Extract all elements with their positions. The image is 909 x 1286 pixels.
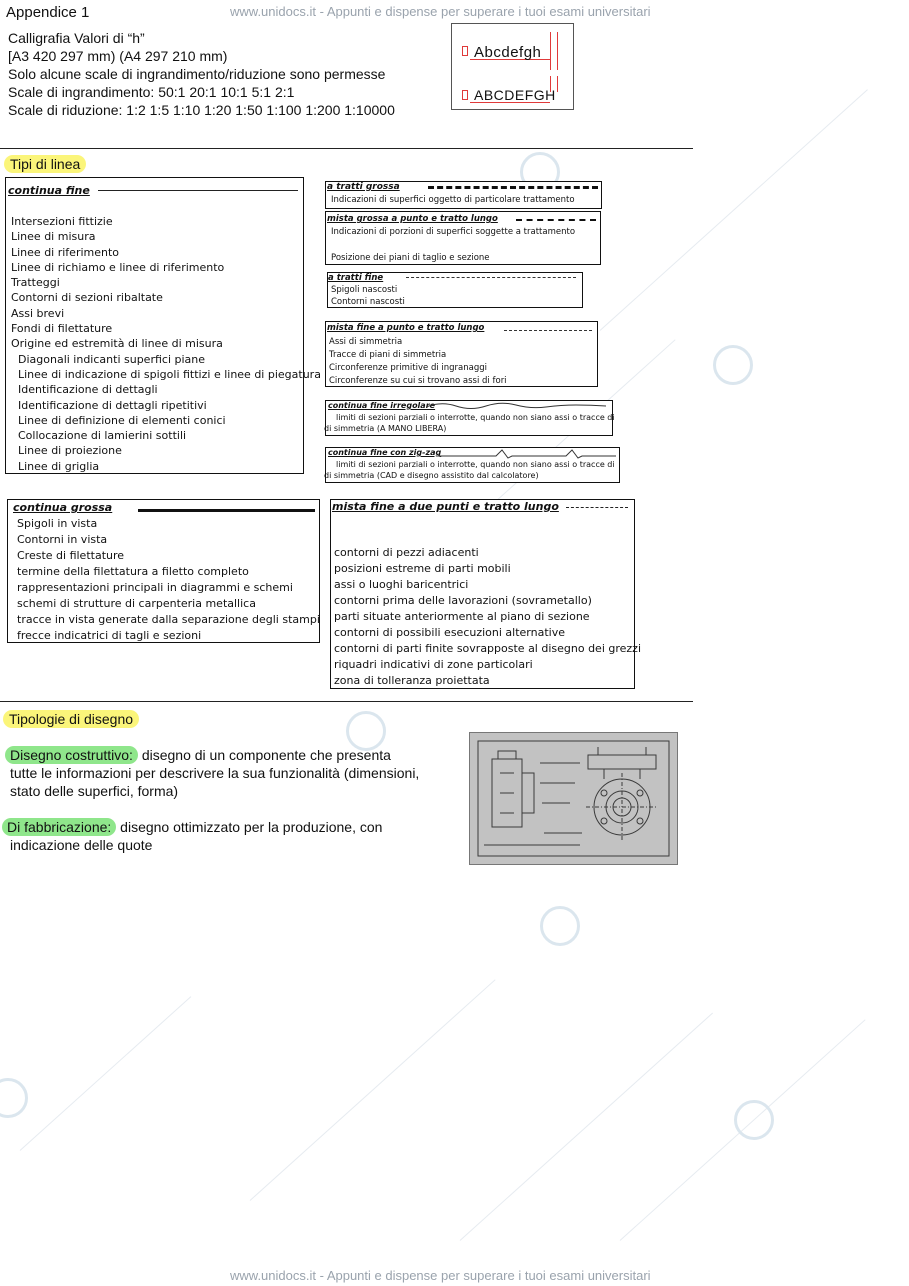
intro-line: Calligrafia Valori di “h”: [8, 30, 145, 46]
header-watermark: www.unidocs.it - Appunti e dispense per superare i tuoi esami universitari: [230, 4, 651, 19]
list-item: posizioni estreme di parti mobili: [334, 562, 511, 575]
watermark-logo-icon: [540, 906, 580, 946]
list-item: Tratteggi: [11, 276, 60, 290]
item-list: [17, 516, 320, 644]
technical-drawing-image: [469, 732, 678, 865]
box-title: mista fine a punto e tratto lungo: [327, 323, 485, 333]
box-due-punti: [330, 499, 642, 689]
list-item: di simmetria (CAD e disegno assistito dal calcolatore): [324, 471, 539, 480]
list-item: Contorni nascosti: [331, 297, 405, 307]
box-tratti-grossa: [325, 181, 602, 209]
box-mista-grossa: [325, 211, 601, 265]
list-item: Circonferenze primitive di ingranaggi: [329, 363, 488, 373]
box-title: mista grossa a punto e tratto lungo: [327, 214, 498, 224]
list-item: Assi brevi: [11, 306, 65, 320]
list-item: Contorni di sezioni ribaltate: [11, 291, 163, 305]
box-mista-fine: [325, 321, 598, 387]
list-item: Linee di griglia: [18, 459, 100, 473]
list-item: Indicazioni di porzioni di superfici soggette a trattamento: [331, 227, 576, 237]
watermark-logo-icon: [734, 1100, 774, 1140]
divider: [0, 148, 693, 149]
list-item: limiti di sezioni parziali o interrotte, quando non siano assi o tracce di: [336, 413, 615, 422]
list-item: Assi di simmetria: [329, 337, 403, 347]
footer-watermark: www.unidocs.it - Appunti e dispense per superare i tuoi esami universitari: [230, 1268, 651, 1283]
line-sample: [138, 509, 315, 512]
list-item: Linee di richiamo e linee di riferimento: [11, 260, 225, 274]
intro-block: [8, 29, 395, 119]
watermark-logo-icon: [346, 711, 386, 751]
list-item: Contorni in vista: [17, 533, 108, 546]
section-heading-drawing-types: [3, 711, 139, 727]
page-title: Appendice 1: [6, 4, 90, 21]
list-item: Creste di filettature: [17, 549, 125, 562]
list-item: Origine ed estremità di linee di misura: [11, 337, 223, 351]
list-item: termine della filettatura a filetto completo: [17, 565, 249, 578]
section-label: Tipi di linea: [4, 155, 86, 173]
description-text: stato delle superfici, forma): [10, 783, 179, 799]
list-item: Posizione dei piani di taglio e sezione: [331, 253, 490, 263]
list-item: riquadri indicativi di zone particolari: [334, 658, 533, 671]
list-item: Identificazione di dettagli: [18, 383, 158, 397]
box-title: a tratti fine: [328, 273, 384, 283]
watermark-logo-icon: [713, 345, 753, 385]
term-highlight: Disegno costruttivo:: [5, 746, 138, 764]
line-sample: [516, 219, 596, 221]
description-text: tutte le informazioni per descrivere la sua funzionalità (dimensioni,: [10, 765, 420, 781]
list-item: schemi di strutture di carpenteria metallica: [17, 597, 256, 610]
box-title: continua grossa: [13, 501, 113, 514]
line-sample: [504, 330, 592, 331]
box-title: continua fine con zig-zag: [328, 448, 442, 457]
list-item: contorni di parti finite sovrapposte al disegno dei grezzi: [334, 642, 642, 655]
list-item: Circonferenze su cui si trovano assi di fori: [329, 376, 507, 386]
box-title: mista fine a due punti e tratto lungo: [332, 500, 559, 513]
section-heading-line-types: [4, 156, 86, 172]
intro-line: [A3 420 297 mm) (A4 297 210 mm): [8, 48, 228, 64]
list-item: Fondi di filettature: [11, 322, 113, 336]
line-sample: [566, 507, 628, 508]
line-sample: [436, 448, 616, 460]
line-sample: [426, 401, 606, 411]
divider: [0, 701, 693, 702]
calligraphy-sample: [451, 23, 574, 110]
list-item: Linee di indicazione di spigoli fittizi e linee di piegatura: [18, 367, 321, 381]
line-sample: [428, 186, 598, 189]
section-label: Tipologie di disegno: [3, 710, 139, 728]
list-item: Intersezioni fittizie: [11, 215, 113, 228]
drawing-type-costruttivo: [5, 746, 419, 800]
line-sample: [98, 190, 298, 191]
intro-line: Scale di ingrandimento: 50:1 20:1 10:1 5:1 2:1: [8, 84, 295, 100]
box-continua-grossa: [7, 499, 320, 643]
list-item: parti situate anteriormente al piano di sezione: [334, 610, 590, 623]
calligraphy-lowercase: Abcdefgh: [474, 44, 542, 61]
list-item: Identificazione di dettagli ripetitivi: [18, 398, 207, 412]
box-title: a tratti grossa: [327, 182, 400, 192]
term-highlight: Di fabbricazione:: [2, 818, 116, 836]
list-item: assi o luoghi baricentrici: [334, 578, 469, 591]
item-list: [334, 545, 641, 689]
list-item: Spigoli nascosti: [331, 285, 398, 295]
box-continua-fine: [5, 177, 321, 474]
description-text: disegno di un componente che presenta: [137, 747, 391, 763]
list-item: Spigoli in vista: [17, 517, 98, 530]
list-item: frecce indicatrici di tagli e sezioni: [17, 629, 202, 642]
list-item: tracce in vista generate dalla separazione degli stampi: [17, 613, 320, 626]
line-sample: [406, 277, 576, 278]
calligraphy-uppercase: ABCDEFGH: [474, 87, 556, 103]
drawing-type-fabbricazione: [2, 818, 382, 854]
list-item: limiti di sezioni parziali o interrotte, quando non siano assi o tracce di: [336, 460, 615, 469]
description-text: disegno ottimizzato per la produzione, con: [116, 819, 383, 835]
list-item: zona di tolleranza proiettata: [334, 674, 490, 687]
list-item: Collocazione di lamierini sottili: [18, 429, 187, 443]
list-item: Tracce di piani di simmetria: [329, 350, 447, 360]
intro-line: Solo alcune scale di ingrandimento/riduzione sono permesse: [8, 66, 386, 82]
list-item: Indicazioni di superfici oggetto di particolare trattamento: [331, 195, 575, 205]
box-title: continua fine: [8, 184, 90, 197]
list-item: rappresentazioni principali in diagrammi e schemi: [17, 581, 293, 594]
description-text: indicazione delle quote: [10, 837, 153, 853]
list-item: di simmetria (A MANO LIBERA): [324, 424, 447, 433]
box-title: continua fine irregolare: [328, 401, 436, 410]
box-tratti-fine: [327, 272, 583, 308]
intro-line: Scale di riduzione: 1:2 1:5 1:10 1:20 1:50 1:100 1:200 1:10000: [8, 102, 395, 118]
list-item: Linee di proiezione: [18, 444, 122, 458]
list-item: contorni di pezzi adiacenti: [334, 546, 479, 559]
list-item: contorni di possibili esecuzioni alternative: [334, 626, 565, 639]
watermark-logo-icon: [0, 1078, 28, 1118]
list-item: Diagonali indicanti superfici piane: [18, 352, 206, 366]
list-item: Linee di misura: [11, 230, 96, 244]
list-item: Linee di riferimento: [11, 245, 120, 259]
item-list: [11, 214, 321, 474]
box-zigzag: [325, 447, 620, 483]
list-item: Linee di definizione di elementi conici: [18, 413, 226, 427]
box-irregolare: [325, 400, 613, 436]
list-item: contorni prima delle lavorazioni (sovrametallo): [334, 594, 592, 607]
